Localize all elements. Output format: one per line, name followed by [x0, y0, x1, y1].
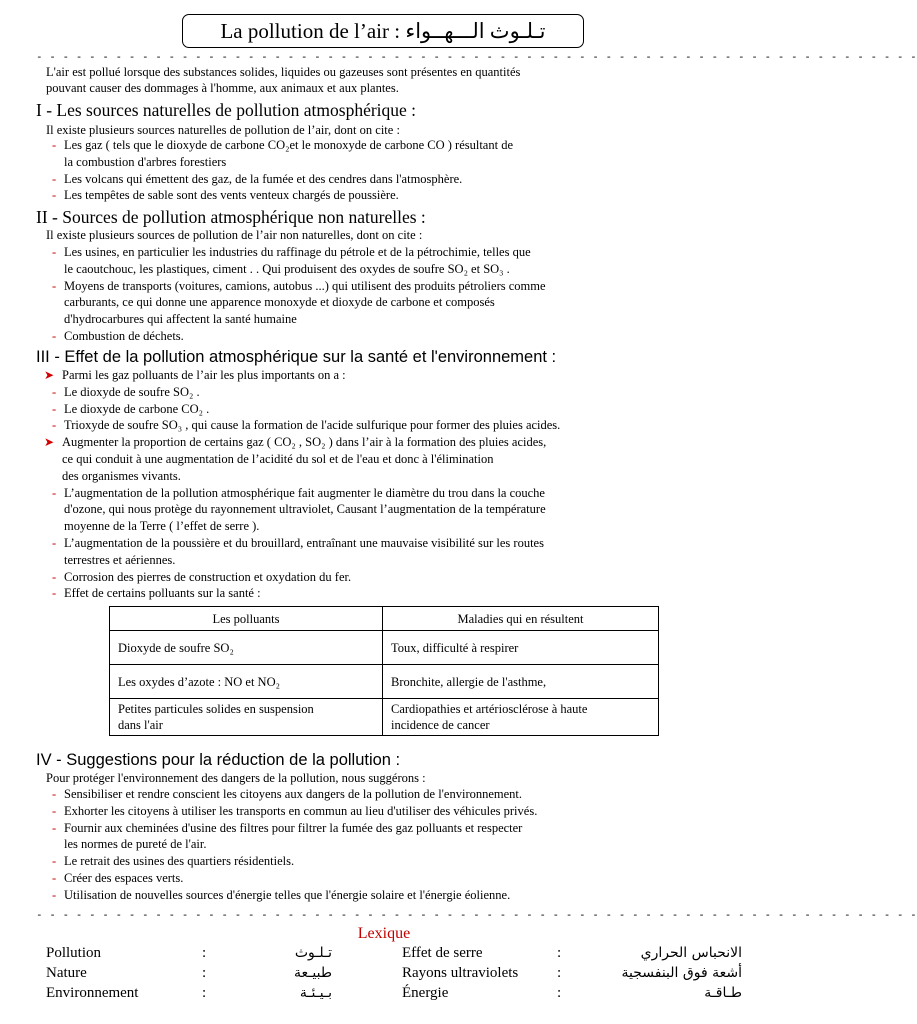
table-cell: Dioxyde de soufre SO₂	[110, 631, 383, 665]
lexique-translation: الانحباس الحراري	[640, 945, 742, 961]
arrow-bullet-icon: ➤	[44, 368, 55, 382]
dash-marker: -	[52, 854, 57, 869]
table-cell: Cardiopathies et artériosclérose à haute incidence de cancer	[383, 699, 659, 736]
list-item-text: Moyens de transports (voitures, camions, autobus ...) qui utilisent des produits pétroliers comme carburants, ce qui donne une apparence monoxyde et dioxyde de carbone et composés d'hydrocarbures qui affectent la santé humaine	[64, 278, 546, 327]
separator-bottom: - - - - - - - - - - - - - - - - - - - - - - - - - - - - - - - - - - - - - - - - - - - - - - - - - - - - - - - - - - - - - - - - - - -	[36, 908, 917, 921]
lexique-translation: تـلـوث	[294, 945, 332, 961]
section-4-lead: Pour protéger l'environnement des dangers de la pollution, nous suggérons :	[46, 771, 426, 785]
dash-marker: -	[52, 569, 57, 584]
list-item	[52, 803, 537, 820]
list-item	[52, 485, 560, 535]
section-3-list	[44, 367, 561, 602]
section-1-heading: I - Les sources naturelles de pollution atmosphérique :	[36, 100, 417, 120]
table-header: Les polluants	[110, 607, 383, 631]
table-cell: Toux, difficulté à respirer	[383, 631, 659, 665]
list-item	[52, 278, 546, 328]
list-item	[52, 384, 560, 401]
list-item-text: Utilisation de nouvelles sources d'énergie telles que l'énergie solaire et l'énergie éolienne.	[64, 887, 511, 902]
list-item-text: Augmenter la proportion de certains gaz ( CO₂ , SO₂ ) dans l’air à la formation des pluies acides, ce qui conduit à une augmentation de l’acidité du sol et de l'eau et donc à l'élimination des organismes vivants.	[62, 435, 547, 483]
table-cell: Les oxydes d’azote : NO et NO₂	[110, 665, 383, 699]
section-1-list	[52, 137, 513, 204]
lexique-translation: طـاقـة	[704, 985, 742, 1001]
list-item-text: Fournir aux cheminées d'usine des filtres pour filtrer la fumée des gaz polluants et respecter les normes de pureté de l'air.	[64, 820, 523, 852]
dash-marker: -	[52, 787, 57, 801]
dash-marker: -	[52, 887, 57, 902]
table-row	[110, 665, 659, 699]
list-item	[52, 870, 537, 887]
list-item	[52, 171, 513, 188]
list-item-text: Le dioxyde de soufre SO₂ .	[64, 384, 200, 399]
table-row	[110, 631, 659, 665]
list-item-text: Corrosion des pierres de construction et oxydation du fer.	[64, 569, 352, 584]
list-item	[52, 853, 537, 870]
dash-marker: -	[52, 401, 57, 416]
table-cell: Bronchite, allergie de l'asthme,	[383, 665, 659, 699]
lexique-row	[0, 983, 768, 1003]
list-item-text: Le retrait des usines des quartiers résidentiels.	[64, 854, 295, 869]
dash-marker: -	[52, 803, 57, 818]
lexique-colon: :	[202, 965, 207, 981]
lexique-term: Effet de serre	[402, 945, 483, 961]
list-item	[52, 535, 560, 569]
table-header-row	[110, 607, 659, 631]
lexique-row	[0, 963, 768, 983]
section-2-lead: Il existe plusieurs sources de pollution de l’air non naturelles, dont on cite :	[46, 228, 423, 242]
list-item	[52, 585, 560, 602]
lexique-term: Énergie	[402, 985, 449, 1001]
dash-marker: -	[52, 138, 57, 152]
list-item-text: Créer des espaces verts.	[64, 870, 184, 885]
lexique-colon: :	[557, 985, 562, 1001]
dash-marker: -	[52, 171, 57, 186]
list-item	[52, 569, 560, 586]
list-item	[52, 786, 537, 803]
list-item	[52, 328, 546, 345]
section-4-list	[52, 786, 537, 904]
lexique-term: Rayons ultraviolets	[402, 965, 519, 981]
lexique-translation: بـيـئـة	[299, 985, 332, 1001]
list-item	[52, 187, 513, 204]
list-item	[52, 401, 560, 418]
section-4-heading: IV - Suggestions pour la réduction de la pollution :	[36, 751, 401, 769]
list-item-text: Combustion de déchets.	[64, 328, 184, 343]
list-item-text: Trioxyde de soufre SO₃ , qui cause la formation de l'acide sulfurique pour former des pluies acides.	[64, 418, 561, 433]
dash-marker: -	[52, 188, 57, 203]
lexique-term: Nature	[46, 965, 87, 981]
list-item-text: Les usines, en particulier les industries du raffinage du pétrole et de la pétrochimie, telles que le caoutchouc, les plastiques, ciment . . Qui produisent des oxydes de soufre SO₂ et SO₃ .	[64, 245, 531, 276]
dash-marker: -	[52, 820, 57, 835]
dash-marker: -	[52, 245, 57, 259]
table-header: Maladies qui en résultent	[383, 607, 659, 631]
lexique-term: Pollution	[46, 945, 102, 961]
lexique-translation: طبيـعة	[294, 965, 332, 981]
list-item-text: Effet de certains polluants sur la santé :	[64, 586, 261, 601]
section-3-heading: III - Effet de la pollution atmosphérique sur la santé et l'environnement :	[36, 348, 557, 366]
lexique-term: Environnement	[46, 985, 139, 1001]
pollutants-table	[109, 606, 659, 736]
lexique-colon: :	[557, 945, 562, 961]
intro-line: pouvant causer des dommages à l'homme, aux animaux et aux plantes.	[46, 81, 399, 96]
table-row	[110, 699, 659, 736]
dash-marker: -	[52, 328, 57, 343]
intro-line: L'air est pollué lorsque des substances solides, liquides ou gazeuses sont présentes en quantités	[46, 65, 521, 79]
list-item-text: Le dioxyde de carbone CO₂ .	[64, 401, 210, 416]
section-2-list	[52, 244, 546, 345]
list-item	[44, 367, 560, 384]
list-item-text: Exhorter les citoyens à utiliser les transports en commun au lieu d'utiliser des véhicules privés.	[64, 803, 538, 818]
dash-marker: -	[52, 384, 57, 399]
lexique-colon: :	[202, 985, 207, 1001]
dash-marker: -	[52, 586, 57, 601]
separator-top: - - - - - - - - - - - - - - - - - - - - - - - - - - - - - - - - - - - - - - - - - - - - - - - - - - - - - - - - - - - - - - - - - - -	[36, 50, 917, 63]
lexique-colon: :	[557, 965, 562, 981]
page-title: La pollution de l’air : تـلـوث الـــهــواء	[182, 14, 584, 48]
list-item-text: Les volcans qui émettent des gaz, de la fumée et des cendres dans l'atmosphère.	[64, 171, 463, 186]
lexique-title: Lexique	[357, 925, 411, 942]
section-2-heading: II - Sources de pollution atmosphérique non naturelles :	[36, 207, 426, 227]
dash-marker: -	[52, 418, 57, 433]
lexique-row	[0, 943, 768, 963]
dash-marker: -	[52, 278, 57, 293]
list-item	[52, 887, 537, 904]
section-1-lead: Il existe plusieurs sources naturelles de pollution de l’air, dont on cite :	[46, 123, 400, 137]
lexique-translation: أشعة فوق البنفسجية	[621, 965, 742, 981]
list-item-text: Les gaz ( tels que le dioxyde de carbone CO₂et le monoxyde de carbone CO ) résultant de la combustion d'arbres forestiers	[64, 138, 513, 169]
list-item	[52, 820, 537, 854]
dash-marker: -	[52, 870, 57, 885]
arrow-bullet-icon: ➤	[44, 435, 55, 450]
list-item	[44, 434, 560, 484]
list-item	[52, 137, 513, 171]
list-item	[52, 244, 546, 278]
list-item	[52, 417, 560, 434]
list-item-text: Sensibiliser et rendre conscient les citoyens aux dangers de la pollution de l'environnement.	[64, 787, 523, 801]
list-item-text: Parmi les gaz polluants de l’air les plus importants on a :	[62, 368, 346, 382]
dash-marker: -	[52, 485, 57, 500]
list-item-text: L’augmentation de la pollution atmosphérique fait augmenter le diamètre du trou dans la couche d'ozone, qui nous protège du rayonnement ultraviolet, Causant l’augmentation de la température moyenne de la Terre ( l’effet de serre ).	[64, 485, 546, 534]
intro-paragraph	[46, 64, 520, 96]
lexique-colon: :	[202, 945, 207, 961]
table-cell: Petites particules solides en suspension dans l'air	[110, 699, 383, 736]
dash-marker: -	[52, 535, 57, 550]
list-item-text: Les tempêtes de sable sont des vents venteux chargés de poussière.	[64, 188, 399, 203]
list-item-text: L’augmentation de la poussière et du brouillard, entraînant une mauvaise visibilité sur les routes terrestres et aériennes.	[64, 535, 544, 567]
